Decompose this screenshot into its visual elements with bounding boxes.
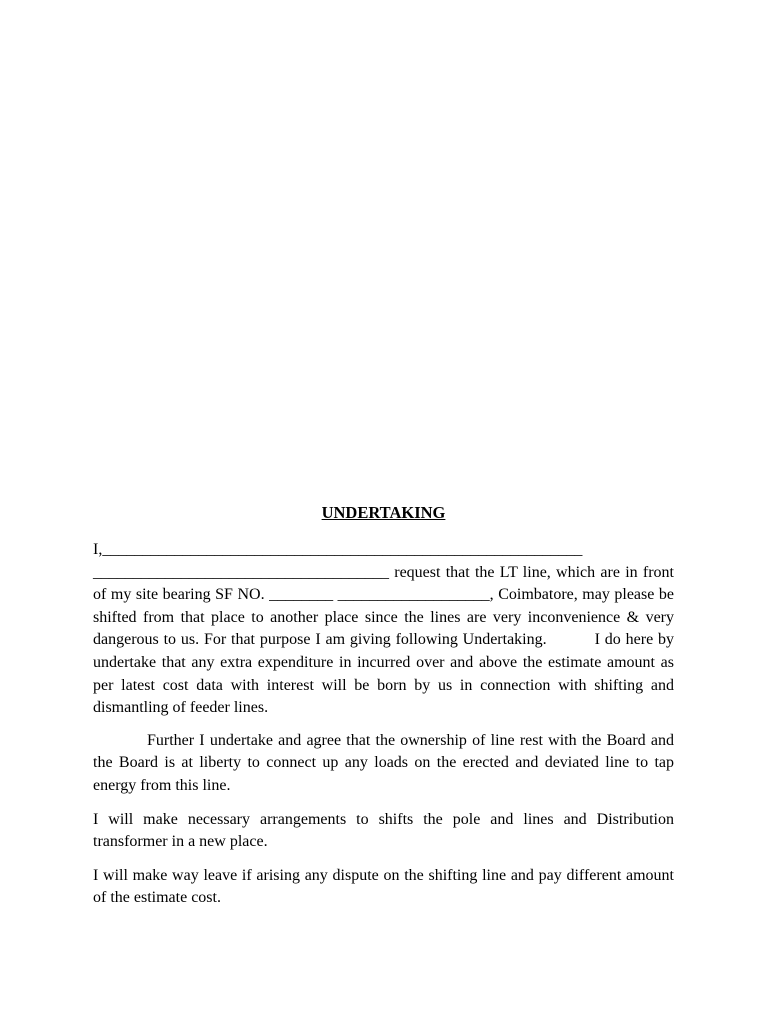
document-title: UNDERTAKING: [321, 503, 446, 522]
name-blank-line: I,____________________________________________________________: [93, 541, 583, 558]
paragraph-request: [93, 539, 674, 720]
paragraph-ownership: Further I undertake and agree that the ownership of line rest with the Board and the Board is at liberty to connect up any loads on the erected and deviated line to tap energy from this line.: [93, 731, 674, 794]
name-blank-line-2: _____________________________________: [93, 563, 389, 581]
document-body: [93, 502, 674, 921]
undertake-text: I do here by undertake that any extra expenditure in incurred over and above the estimate amount as per latest cost data with interest will be born by us in connection with shifting and dismantling of feeder lines.: [93, 631, 675, 717]
paragraph-way-leave: I will make way leave if arising any dispute on the shifting line and pay different amount of the estimate cost.: [93, 866, 674, 907]
paragraph-arrangements: I will make necessary arrangements to shifts the pole and lines and Distribution transformer in a new place.: [93, 810, 674, 851]
request-text: request that the LT line, which are in front of my site bearing SF NO. ________ ___________________, Coimbatore, may please be shifted from that place to another place since the lines are very inconvenience & very dangerous to us. For that purpose I am giving following Undertaking.: [93, 563, 674, 649]
